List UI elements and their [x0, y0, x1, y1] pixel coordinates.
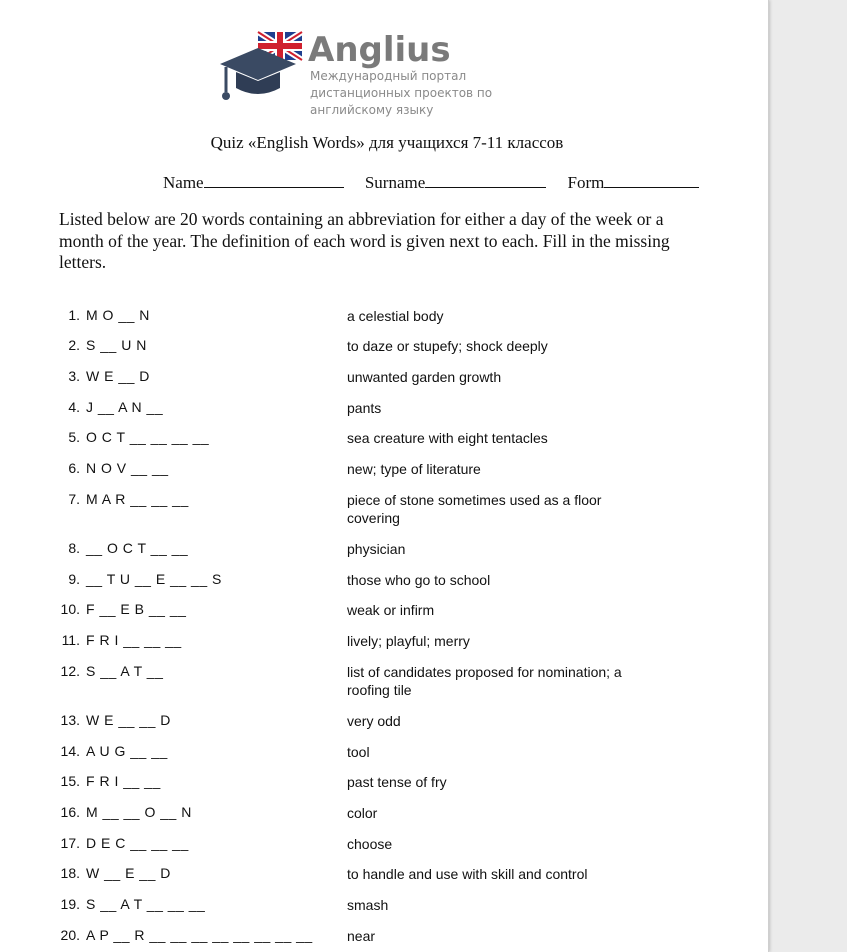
item-number: 17. [60, 835, 80, 851]
item-definition: smash [347, 897, 389, 913]
graduation-cap-flag-icon [218, 30, 310, 106]
item-number: 15. [60, 773, 80, 789]
item-definition: near [347, 928, 376, 944]
item-definition: physician [347, 541, 406, 557]
item-number: 4. [68, 399, 80, 415]
item-letter-pattern[interactable]: S __ A T __ __ __ [86, 896, 206, 912]
item-number: 7. [68, 491, 80, 507]
instructions-paragraph: Listed below are 20 words containing an abbreviation for either a day of the week or a month of the year. The definition of each word is given next to each. Fill in the missing letters. [59, 209, 670, 272]
item-definition: color [347, 805, 378, 821]
quiz-title: Quiz «English Words» для учащихся 7-11 классов [210, 133, 564, 152]
item-definition: piece of stone sometimes used as a floor covering [347, 492, 602, 526]
form-field[interactable] [568, 168, 700, 193]
item-definition: list of candidates proposed for nomination; a roofing tile [347, 664, 622, 698]
item-letter-pattern[interactable]: A U G __ __ [86, 743, 168, 759]
item-number: 18. [60, 865, 80, 881]
item-letter-pattern[interactable]: W __ E __ D [86, 865, 171, 881]
item-letter-pattern[interactable]: D E C __ __ __ [86, 835, 189, 851]
item-definition: weak or infirm [347, 602, 435, 618]
item-definition: pants [347, 400, 382, 416]
item-number: 8. [68, 540, 80, 556]
logo-tagline: Международный портал дистанционных проектов по английскому языку [310, 69, 493, 117]
item-letter-pattern[interactable]: S __ A T __ [86, 663, 164, 679]
item-definition: unwanted garden growth [347, 369, 502, 385]
item-definition: to daze or stupefy; shock deeply [347, 338, 548, 354]
item-letter-pattern[interactable]: W E __ __ D [86, 712, 171, 728]
item-definition: new; type of literature [347, 461, 481, 477]
item-number: 14. [60, 743, 80, 759]
item-number: 1. [68, 307, 80, 323]
item-letter-pattern[interactable]: F R I __ __ __ [86, 632, 182, 648]
anglius-logo [218, 30, 558, 117]
item-letter-pattern[interactable]: S __ U N [86, 337, 147, 353]
name-field[interactable] [163, 168, 344, 193]
item-letter-pattern[interactable]: __ O C T __ __ [86, 540, 189, 556]
item-number: 16. [60, 804, 80, 820]
item-number: 11. [61, 632, 80, 648]
form-label: Form [567, 173, 605, 192]
item-definition: lively; playful; merry [347, 633, 470, 649]
item-letter-pattern[interactable]: __ T U __ E __ __ S [86, 571, 222, 587]
item-definition: sea creature with eight tentacles [347, 430, 548, 446]
item-number: 5. [68, 429, 80, 445]
surname-label: Surname [364, 173, 426, 192]
item-number: 20. [60, 927, 80, 943]
item-number: 6. [68, 460, 80, 476]
item-definition: a celestial body [347, 308, 444, 324]
name-blank-line[interactable] [204, 168, 344, 188]
item-definition: very odd [347, 713, 401, 729]
item-letter-pattern[interactable]: N O V __ __ [86, 460, 169, 476]
item-letter-pattern[interactable]: F R I __ __ [86, 773, 161, 789]
item-letter-pattern[interactable]: M A R __ __ __ [86, 491, 189, 507]
item-letter-pattern[interactable]: F __ E B __ __ [86, 601, 187, 617]
item-letter-pattern[interactable]: J __ A N __ [86, 399, 164, 415]
item-letter-pattern[interactable]: M O __ N [86, 307, 150, 323]
student-info-fields [163, 168, 716, 193]
item-number: 2. [68, 337, 80, 353]
item-letter-pattern[interactable]: M __ __ O __ N [86, 804, 192, 820]
item-definition: past tense of fry [347, 774, 447, 790]
item-number: 12. [60, 663, 80, 679]
item-definition: those who go to school [347, 572, 491, 588]
item-number: 19. [60, 896, 80, 912]
item-letter-pattern[interactable]: A P __ R __ __ __ __ __ __ __ __ [86, 927, 313, 943]
item-letter-pattern[interactable]: O C T __ __ __ __ [86, 429, 210, 445]
form-blank-line[interactable] [604, 168, 699, 188]
item-letter-pattern[interactable]: W E __ D [86, 368, 150, 384]
surname-blank-line[interactable] [425, 168, 546, 188]
item-definition: to handle and use with skill and control [347, 866, 588, 882]
item-number: 3. [68, 368, 80, 384]
item-number: 9. [68, 571, 80, 587]
item-definition: choose [347, 836, 393, 852]
item-number: 10. [60, 601, 80, 617]
name-label: Name [163, 173, 204, 192]
item-number: 13. [60, 712, 80, 728]
item-definition: tool [347, 744, 370, 760]
logo-title: Anglius [308, 30, 451, 70]
surname-field[interactable] [365, 168, 546, 193]
